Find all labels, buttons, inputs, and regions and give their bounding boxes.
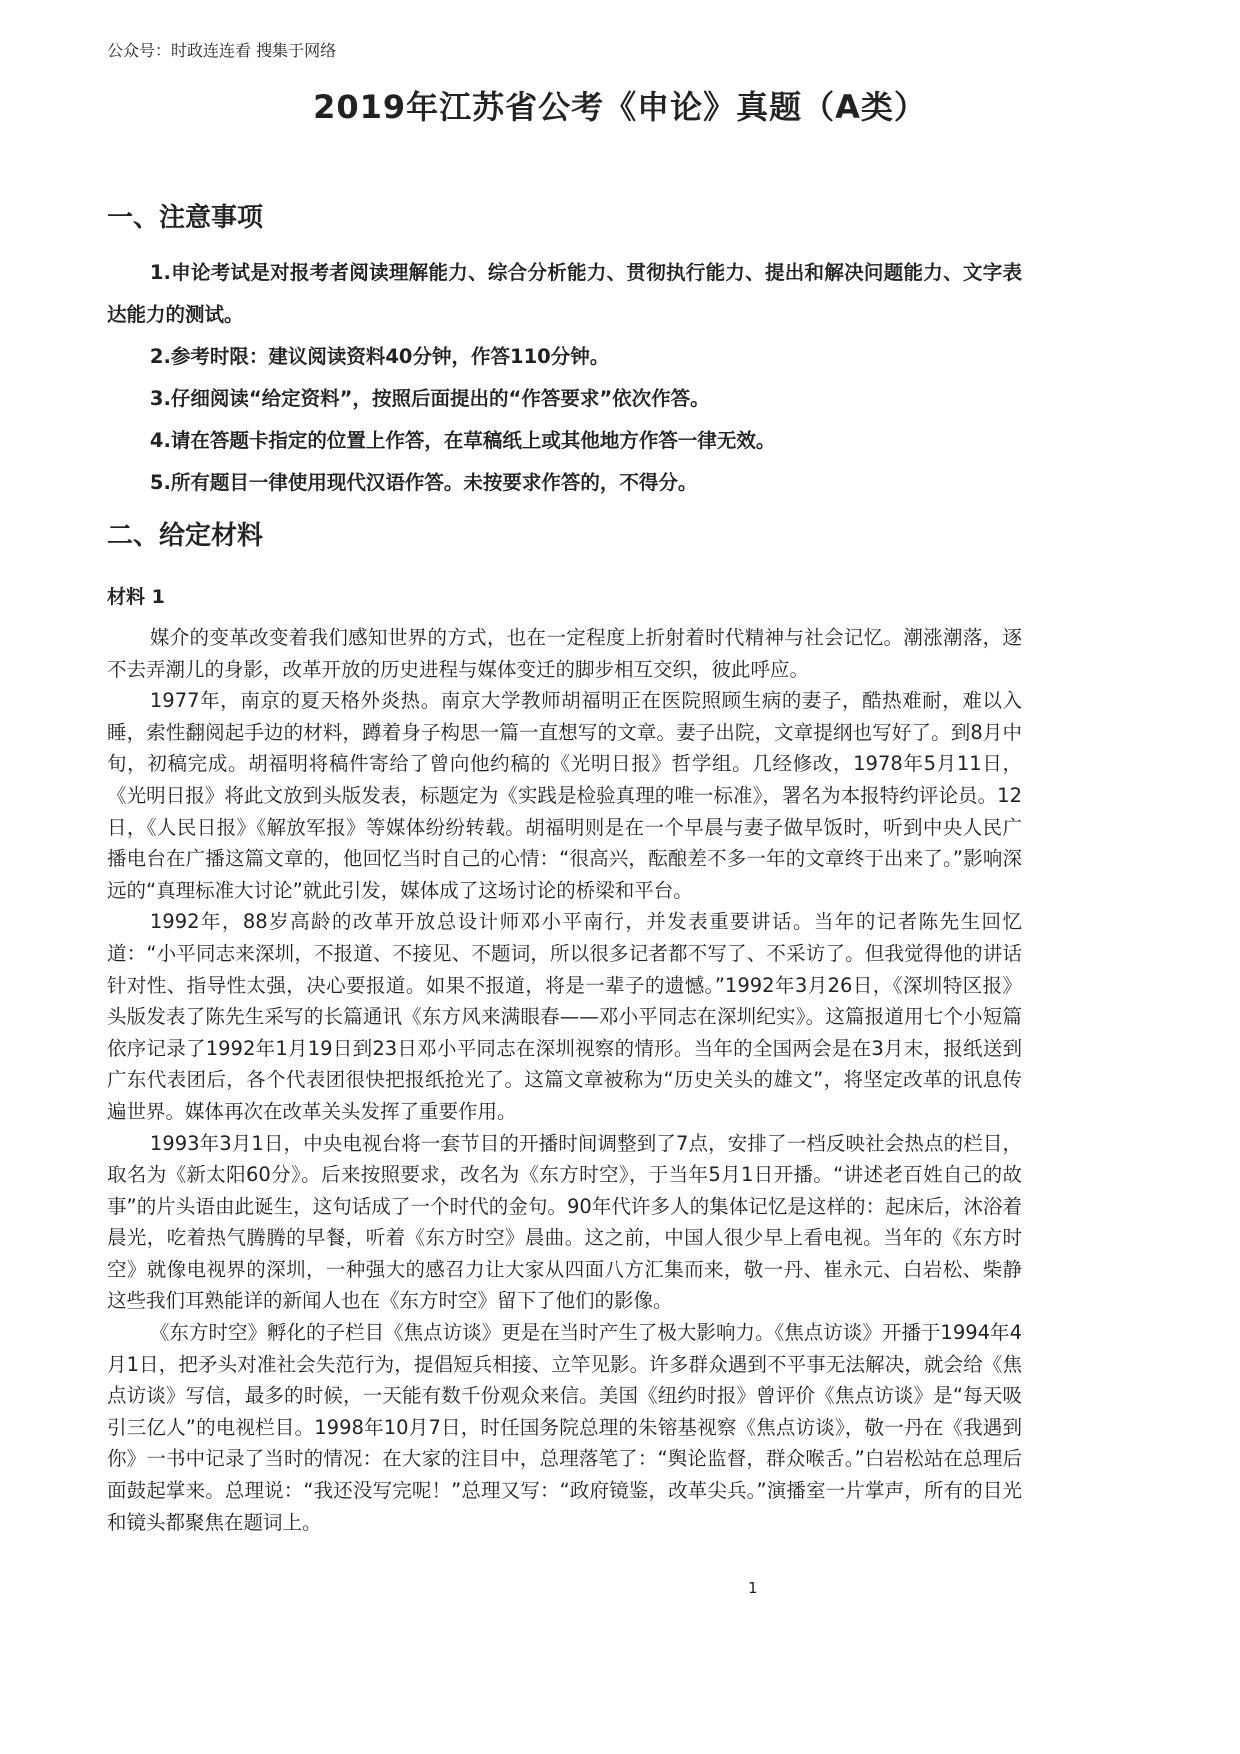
note-item: 5.所有题目一律使用现代汉语作答。未按要求作答的，不得分。 bbox=[149, 471, 698, 494]
header-note: 公众号：时政连连看 搜集于网络 bbox=[107, 41, 337, 60]
note-item: 4.请在答题卡指定的位置上作答，在草稿纸上或其他地方作答一律无效。 bbox=[149, 429, 776, 452]
material-body bbox=[107, 622, 1022, 1538]
paragraph: 1992年，88岁高龄的改革开放总设计师邓小平南行，并发表重要讲话。当年的记者陈先生回忆道：“小平同志来深圳，不报道、不接见、不题词，所以很多记者都不写了、不采访了。但我觉得他的讲话针对性、指导性太强，决心要报道。如果不报道，将是一辈子的遗憾。”1992年3月26日，《深圳特区报》头版发表了陈先生采写的长篇通讯《东方风来满眼春——邓小平同志在深圳纪实》。这篇报道用七个小短篇依序记录了1992年1月19日到23日邓小平同志在深圳视察的情形。当年的全国两会是在3月末，报纸送到广东代表团后，各个代表团很快把报纸抢光了。这篇文章被称为“历史关头的雄文”，将坚定改革的讯息传遍世界。媒体再次在改革关头发挥了重要作用。 bbox=[107, 910, 1022, 1123]
notes-list bbox=[107, 252, 1022, 504]
note-item: 1.申论考试是对报考者阅读理解能力、综合分析能力、贯彻执行能力、提出和解决问题能力、文字表达能力的测试。 bbox=[107, 261, 1022, 326]
page-number: 1 bbox=[748, 1579, 758, 1598]
document-title: 2019年江苏省公考《申论》真题（A类） bbox=[313, 88, 927, 126]
section-heading-notes: 一、注意事项 bbox=[107, 203, 264, 233]
paragraph: 1993年3月1日，中央电视台将一套节目的开播时间调整到了7点，安排了一档反映社会热点的栏目，取名为《新太阳60分》。后来按照要求，改名为《东方时空》，于当年5月1日开播。“讲述老百姓自己的故事”的片头语由此诞生，这句话成了一个时代的金句。90年代许多人的集体记忆是这样的：起床后，沐浴着晨光，吃着热气腾腾的早餐，听着《东方时空》晨曲。这之前，中国人很少早上看电视。当年的《东方时空》就像电视界的深圳，一种强大的感召力让大家从四面八方汇集而来，敬一丹、崔永元、白岩松、柴静这些我们耳熟能详的新闻人也在《东方时空》留下了他们的影像。 bbox=[107, 1131, 1022, 1313]
section-heading-materials: 二、给定材料 bbox=[107, 521, 264, 551]
note-item: 2.参考时限：建议阅读资料40分钟，作答110分钟。 bbox=[149, 345, 610, 368]
paragraph: 《东方时空》孵化的子栏目《焦点访谈》更是在当时产生了极大影响力。《焦点访谈》开播于1994年4月1日，把矛头对准社会失范行为，提倡短兵相接、立竿见影。许多群众遇到不平事无法解决，就会给《焦点访谈》写信，最多的时候，一天能有数千份观众来信。美国《纽约时报》曾评价《焦点访谈》是“每天吸引三亿人”的电视栏目。1998年10月7日，时任国务院总理的朱镕基视察《焦点访谈》，敬一丹在《我遇到你》一书中记录了当时的情况：在大家的注目中，总理落笔了：“舆论监督，群众喉舌。”白岩松站在总理后面鼓起掌来。总理说：“我还没写完呢！”总理又写：“政府镜鉴，改革尖兵。”演播室一片掌声，所有的目光和镜头都聚焦在题词上。 bbox=[107, 1321, 1022, 1534]
paragraph: 媒介的变革改变着我们感知世界的方式，也在一定程度上折射着时代精神与社会记忆。潮涨潮落，逐不去弄潮儿的身影，改革开放的历史进程与媒体变迁的脚步相互交织，彼此呼应。 bbox=[107, 626, 1022, 681]
material-title: 材料 1 bbox=[107, 586, 165, 608]
note-item: 3.仔细阅读“给定资料”，按照后面提出的“作答要求”依次作答。 bbox=[149, 387, 710, 410]
paragraph: 1977年，南京的夏天格外炎热。南京大学教师胡福明正在医院照顾生病的妻子，酷热难耐，难以入睡，索性翻阅起手边的材料，蹲着身子构思一篇一直想写的文章。妻子出院，文章提纲也写好了。到8月中旬，初稿完成。胡福明将稿件寄给了曾向他约稿的《光明日报》哲学组。几经修改，1978年5月11日，《光明日报》将此文放到头版发表，标题定为《实践是检验真理的唯一标准》，署名为本报特约评论员。12日，《人民日报》《解放军报》等媒体纷纷转载。胡福明则是在一个早晨与妻子做早饭时，听到中央人民广播电台在广播这篇文章的，他回忆当时自己的心情：“很高兴，酝酿差不多一年的文章终于出来了。”影响深远的“真理标准大讨论”就此引发，媒体成了这场讨论的桥梁和平台。 bbox=[107, 689, 1022, 902]
document-content bbox=[107, 200, 1022, 1538]
